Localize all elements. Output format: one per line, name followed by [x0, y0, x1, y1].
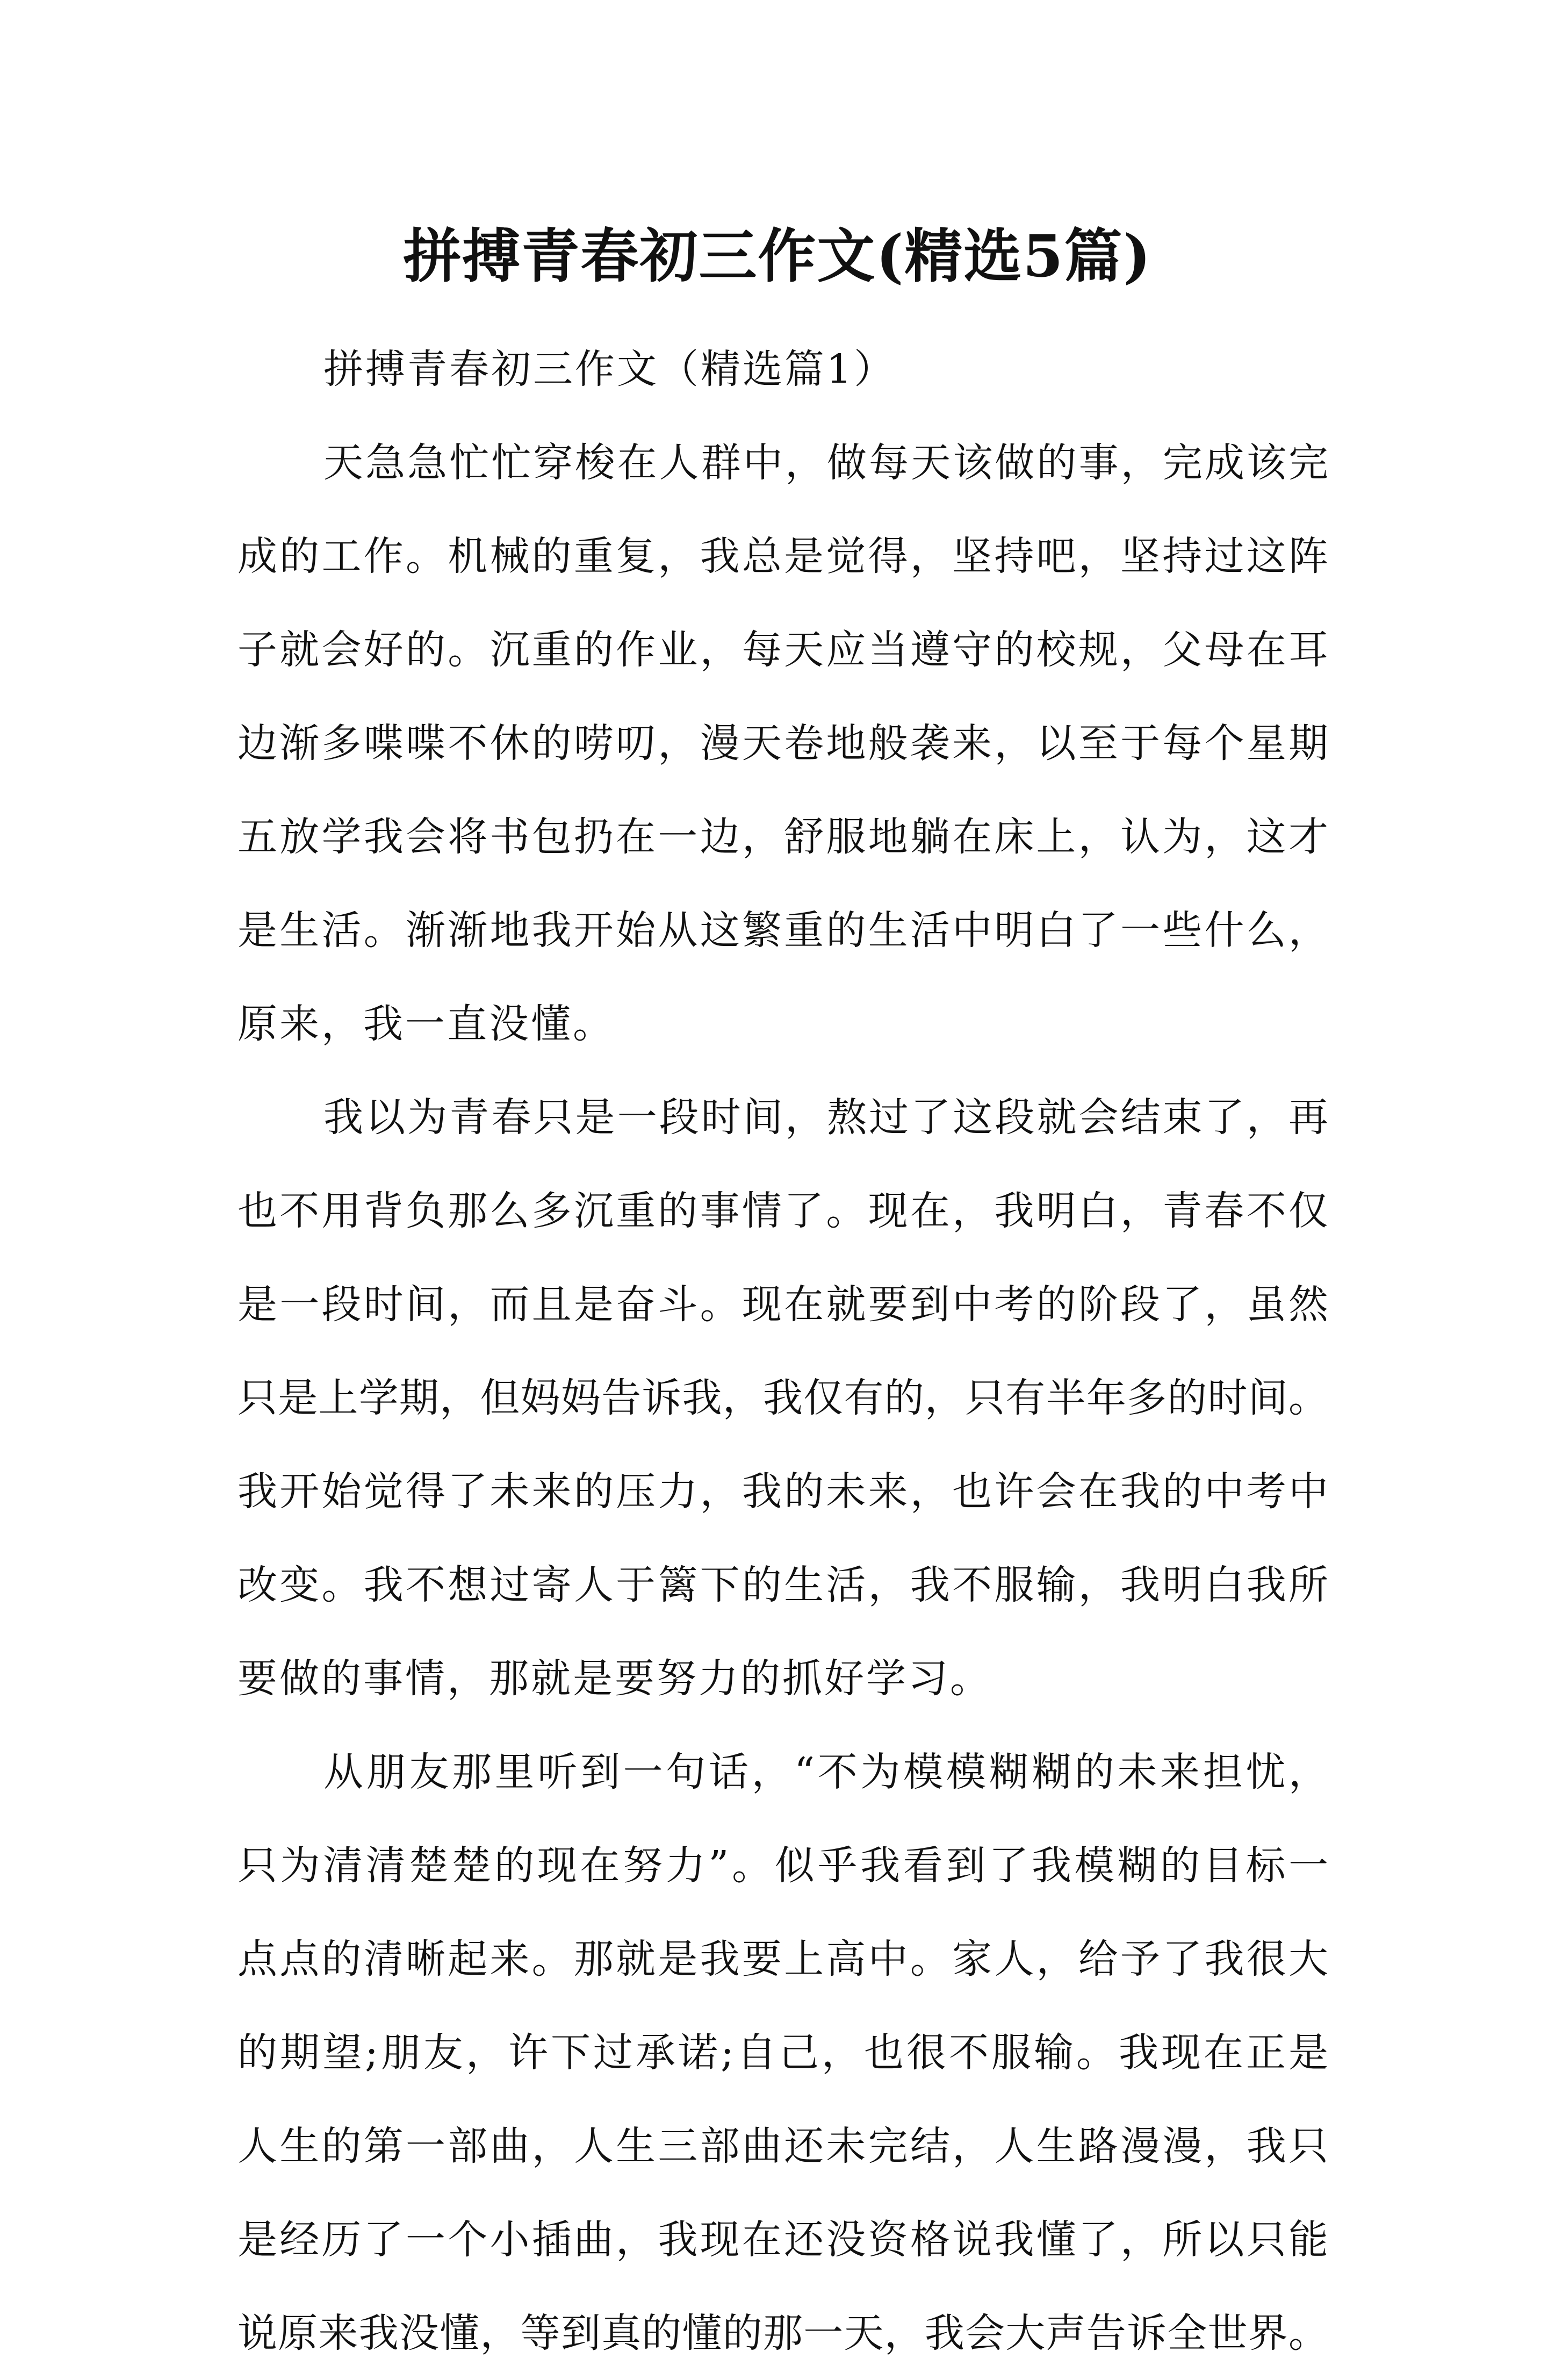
paragraph-line: 从朋友那里听到一句话，“不为模模糊糊的未来担忧，	[323, 1749, 1328, 1795]
document-title: 拼搏青春初三作文(精选5篇)	[403, 223, 1152, 291]
paragraph-line: 改变。我不想过寄人于篱下的生活，我不服输，我明白我所	[237, 1562, 1328, 1608]
paragraph-line: 是生活。渐渐地我开始从这繁重的生活中明白了一些什么，	[237, 907, 1328, 954]
paragraph-line: 我以为青春只是一段时间，熬过了这段就会结束了，再	[323, 1094, 1328, 1141]
paragraph-line: 原来，我一直没懂。	[237, 1001, 615, 1047]
document-body	[237, 322, 1328, 2380]
paragraph-line: 是经历了一个小插曲，我现在还没资格说我懂了，所以只能	[237, 2217, 1328, 2263]
paragraph-line: 五放学我会将书包扔在一边，舒服地躺在床上，认为，这才	[237, 814, 1328, 860]
paragraph-line: 成的工作。机械的重复，我总是觉得，坚持吧，坚持过这阵	[237, 533, 1328, 579]
paragraph-line: 点点的清晰起来。那就是我要上高中。家人，给予了我很大	[237, 1936, 1328, 1982]
paragraph-line: 边渐多喋喋不休的唠叨，漫天卷地般袭来，以至于每个星期	[237, 720, 1328, 766]
paragraph-line: 只为清清楚楚的现在努力”。似乎我看到了我模糊的目标一	[237, 1843, 1328, 1889]
paragraph-line: 的期望;朋友，许下过承诺;自己，也很不服输。我现在正是	[237, 2030, 1328, 2076]
paragraph-line: 子就会好的。沉重的作业，每天应当遵守的校规，父母在耳	[237, 627, 1328, 673]
paragraph-line: 人生的第一部曲，人生三部曲还未完结，人生路漫漫，我只	[237, 2123, 1328, 2169]
paragraph-2	[237, 1071, 1328, 1725]
paragraph-line: 我开始觉得了未来的压力，我的未来，也许会在我的中考中	[237, 1468, 1328, 1515]
paragraph-line: 说原来我没懂，等到真的懂的那一天，我会大声告诉全世界。	[237, 2310, 1328, 2356]
paragraph-line: 是一段时间，而且是奋斗。现在就要到中考的阶段了，虽然	[237, 1281, 1328, 1328]
paragraph-line: 要做的事情，那就是要努力的抓好学习。	[237, 1655, 992, 1702]
paragraph-3	[237, 1725, 1328, 2380]
paragraph-line: 也不用背负那么多沉重的事情了。现在，我明白，青春不仅	[237, 1188, 1328, 1234]
paragraph-line: 只是上学期，但妈妈告诉我，我仅有的，只有半年多的时间。	[237, 1375, 1328, 1421]
paragraph-1	[237, 416, 1328, 1071]
section-heading: 拼搏青春初三作文（精选篇1）	[323, 346, 896, 392]
paragraph-line: 天急急忙忙穿梭在人群中，做每天该做的事，完成该完	[323, 440, 1328, 486]
